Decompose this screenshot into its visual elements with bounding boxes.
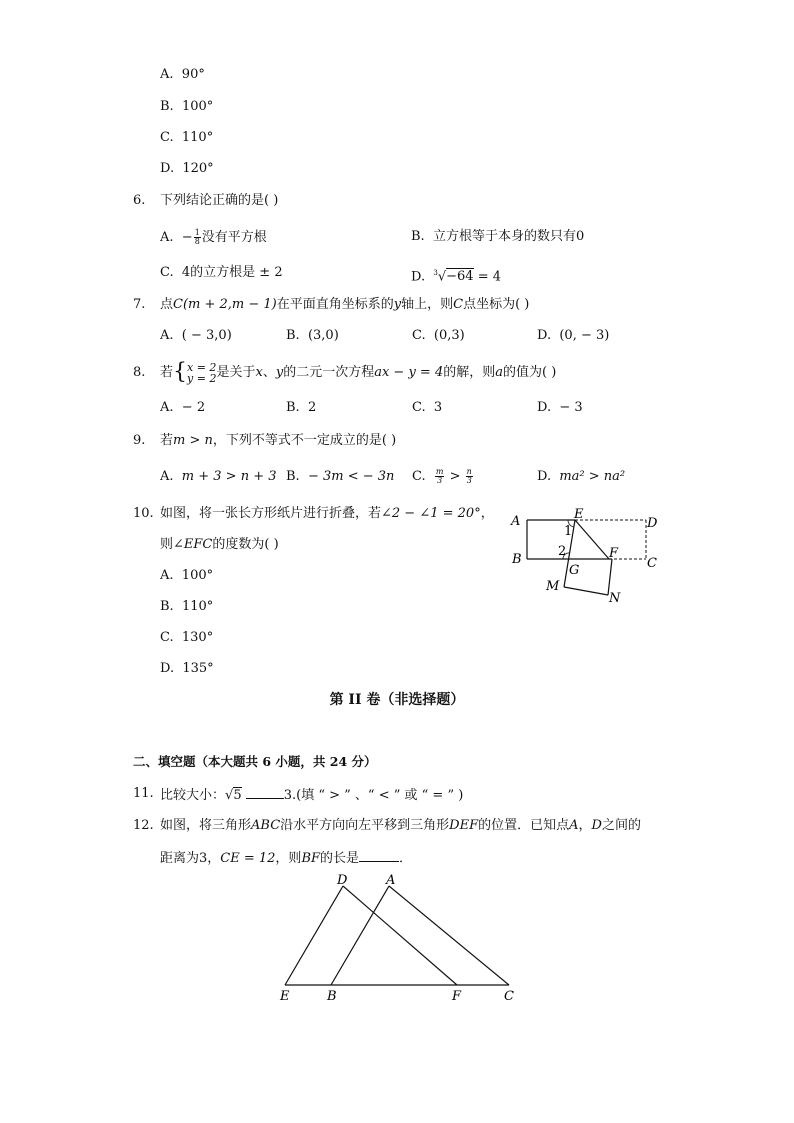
q9-stem: 若m > n，下列不等式不一定成立的是( )	[160, 433, 397, 448]
section-2-title: 第 II 卷（非选择题）	[329, 692, 465, 708]
q11-stem: 比较大小：√5 3.(填 “ > ” 、“ < ” 或 “ = ” )	[160, 788, 464, 803]
q12-stem-line1: 如图，将三角形ABC沿水平方向向左平移到三角形DEF的位置．已知点A，D之间的	[160, 818, 641, 833]
q10-fold-line-ef	[575, 520, 609, 559]
q10-label-f: F	[609, 546, 619, 561]
q10-option-d: D. 135°	[160, 661, 214, 676]
part-2-heading: 二、填空题（本大题共 6 小题，共 24 分）	[133, 754, 377, 769]
q10-stem-line1: 如图，将一张长方形纸片进行折叠，若∠2 − ∠1 = 20°，	[160, 506, 494, 521]
q12-stem-line2: 距离为3，CE = 12，则BF的长是 ．	[160, 851, 413, 866]
q9-option-b: B. − 3m < − 3n	[286, 469, 395, 484]
q10-label-m: M	[546, 579, 560, 594]
q8-option-d: D. − 3	[537, 400, 583, 415]
q6-option-d: D. $^3$√−64 = 4	[411, 269, 501, 285]
q10-number: 10.	[133, 506, 154, 521]
q10-label-angle2: 2	[558, 544, 567, 559]
q12-label-b: B	[327, 989, 337, 1004]
q10-label-e: E	[574, 507, 584, 522]
q12-label-c: C	[504, 989, 514, 1004]
q10-figure	[505, 505, 675, 610]
q11-answer-blank[interactable]	[246, 786, 284, 799]
q10-label-angle1: 1	[564, 524, 573, 539]
q10-label-d: D	[647, 516, 658, 531]
q7-stem: 点C(m + 2,m − 1)在平面直角坐标系的y轴上，则C点坐标为( )	[160, 297, 530, 312]
q10-edge-mn	[564, 587, 608, 595]
q8-stem: 若{ x = 2 y = 2 是关于x、y的二元一次方程ax − y = 4的解，则a的值为( )	[160, 359, 557, 385]
q12-label-f: F	[452, 989, 462, 1004]
q11-number: 11.	[133, 786, 154, 801]
q7-option-d: D. (0, − 3)	[537, 328, 610, 343]
q8-option-b: B. 2	[286, 400, 317, 415]
q6-number: 6.	[133, 193, 146, 208]
q12-edge-de	[285, 886, 343, 985]
q12-number: 12.	[133, 818, 154, 833]
q9-option-a: A. m + 3 > n + 3	[160, 469, 277, 484]
q12-label-a: A	[386, 873, 396, 888]
q9-option-c: C. $\frac{m}{3}$ > $\frac{n}{3}$	[412, 467, 472, 485]
q12-label-e: E	[280, 989, 290, 1004]
q10-label-b: B	[512, 552, 522, 567]
q10-option-a: A. 100°	[160, 568, 214, 583]
q10-label-c: C	[647, 556, 657, 571]
q5-option-d: D. 120°	[160, 161, 214, 176]
q10-label-n: N	[609, 591, 621, 606]
q6-option-b: B. 立方根等于本身的数只有0	[411, 229, 585, 244]
q10-label-a: A	[511, 514, 521, 529]
q5-option-a: A. 90°	[160, 67, 205, 82]
q12-label-d: D	[337, 873, 348, 888]
q10-stem-line2: 则∠EFC的度数为( )	[160, 537, 279, 552]
q12-edge-ac	[389, 886, 509, 985]
q9-option-d: D. ma² > na²	[537, 469, 626, 484]
q10-label-g: G	[569, 563, 580, 578]
q8-option-a: A. − 2	[160, 400, 206, 415]
q8-number: 8.	[133, 365, 146, 380]
q10-option-b: B. 110°	[160, 599, 214, 614]
q6-option-a: A. − $\frac{1}{8}$ 没有平方根	[160, 228, 267, 246]
q12-answer-blank[interactable]	[359, 849, 399, 862]
q12-figure	[275, 870, 525, 1005]
q9-number: 9.	[133, 433, 146, 448]
q7-option-b: B. (3,0)	[286, 328, 339, 343]
q7-option-a: A. ( − 3,0)	[160, 328, 232, 343]
q5-option-c: C. 110°	[160, 130, 214, 145]
q10-option-c: C. 130°	[160, 630, 214, 645]
q6-stem: 下列结论正确的是( )	[160, 193, 279, 208]
q8-option-c: C. 3	[412, 400, 443, 415]
q10-edge-nf	[608, 559, 612, 595]
q7-option-c: C. (0,3)	[412, 328, 465, 343]
q6-option-c: C. 4的立方根是 ± 2	[160, 265, 283, 280]
q5-option-b: B. 100°	[160, 99, 214, 114]
q7-number: 7.	[133, 297, 146, 312]
